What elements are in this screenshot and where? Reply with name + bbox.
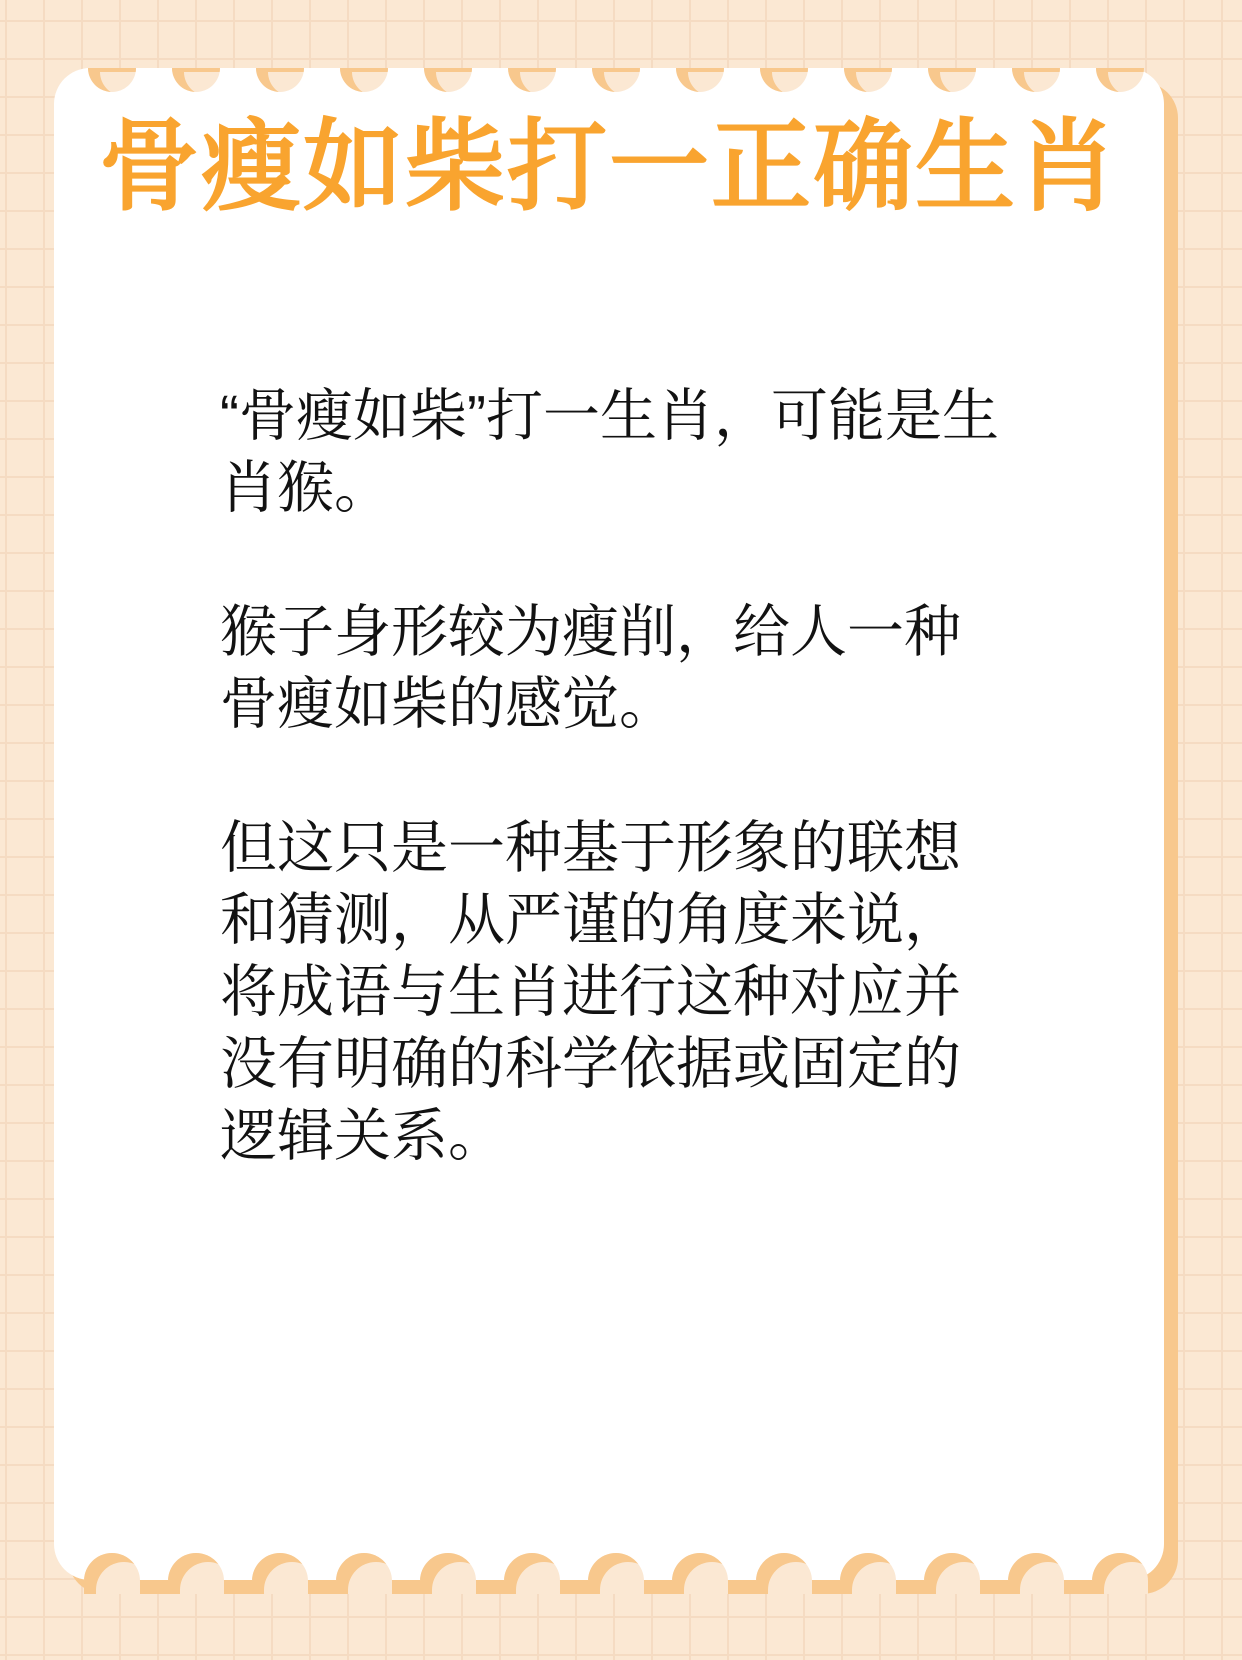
note-card — [54, 68, 1164, 1580]
body-text — [54, 380, 1000, 1172]
paragraph: 但这只是一种基于形象的联想和猜测，从严谨的角度来说，将成语与生肖进行这种对应并没有明确的科学依据或固定的逻辑关系。 — [220, 816, 961, 1168]
paragraph: “骨瘦如柴”打一生肖，可能是生肖猴。 — [220, 384, 999, 520]
page-title: 骨瘦如柴打一正确生肖 — [99, 111, 1119, 223]
paragraph: 猴子身形较为瘦削，给人一种骨瘦如柴的感觉。 — [220, 600, 961, 736]
